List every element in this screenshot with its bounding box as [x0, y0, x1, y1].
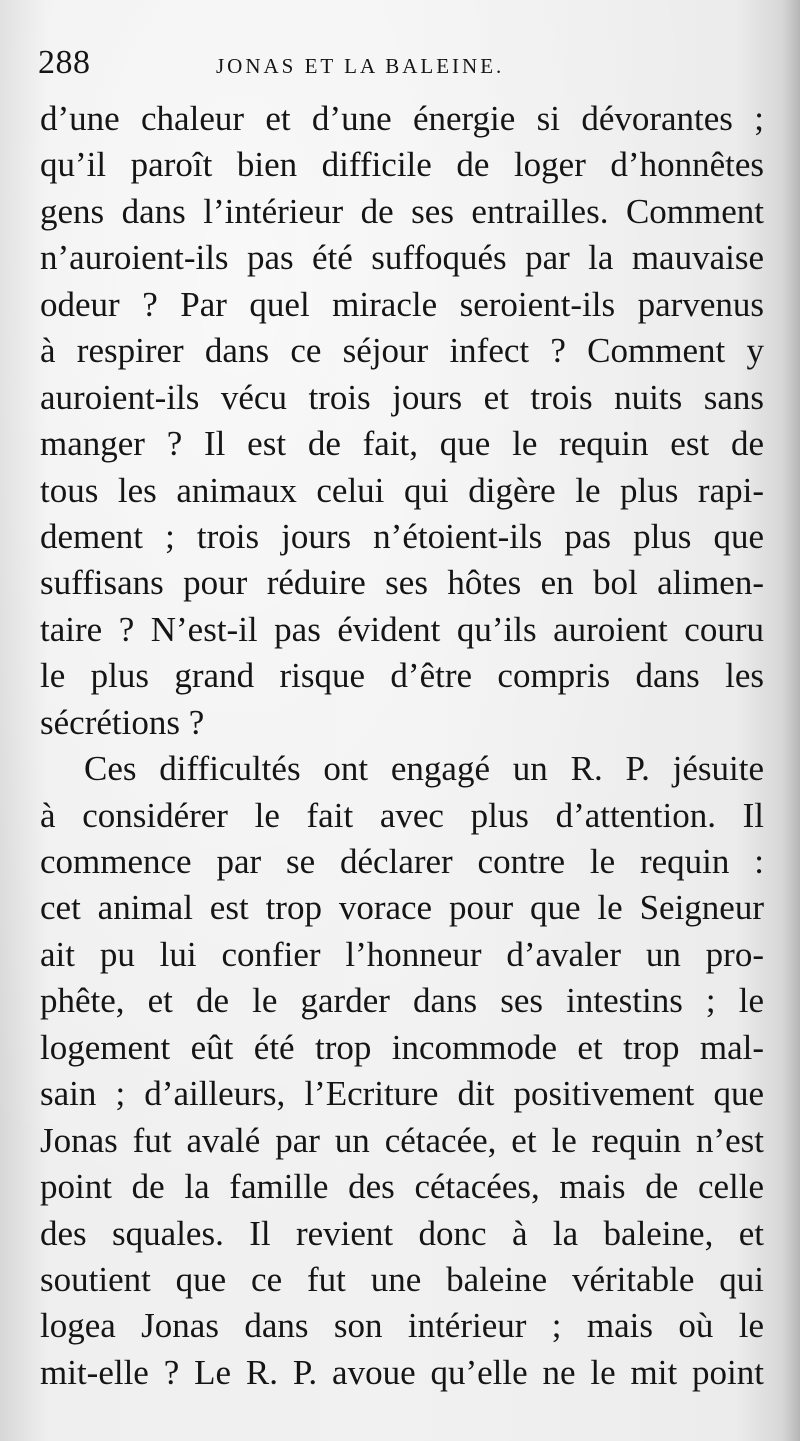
text-line: à considérer le fait avec plus d’attention. Il [40, 795, 764, 835]
text-line: qu’il paroît bien difficile de loger d’honnêtes [40, 145, 764, 185]
text-line: point de la famille des cétacées, mais de celle [40, 1167, 764, 1207]
text-line: à respirer dans ce séjour infect ? Comment y [40, 331, 764, 371]
text-line: ait pu lui confier l’honneur d’avaler un pro- [40, 934, 764, 974]
text-line: Ces difficultés ont engagé un R. P. jésuite [84, 749, 764, 789]
running-title: JONAS ET LA BALEINE. [216, 54, 505, 78]
text-line: d’une chaleur et d’une énergie si dévorantes ; [40, 99, 764, 138]
text-line: soutient que ce fut une baleine véritable qui [40, 1259, 764, 1299]
text-line: sécrétions ? [40, 702, 205, 742]
text-line: cet animal est trop vorace pour que le Seigneur [40, 888, 764, 928]
text-line: sain ; d’ailleurs, l’Ecriture dit positivement que [40, 1074, 764, 1114]
text-line: le plus grand risque d’être compris dans les [40, 656, 764, 696]
text-line: dement ; trois jours n’étoient-ils pas plus que [40, 516, 764, 556]
text-line: tous les animaux celui qui digère le plus rapi- [40, 470, 764, 510]
text-line: taire ? N’est-il pas évident qu’ils auroient couru [40, 609, 764, 649]
page-number: 288 [38, 44, 91, 81]
paragraph-2 [40, 746, 764, 1396]
text-line: logement eût été trop incommode et trop mal- [40, 1027, 764, 1067]
text-line: gens dans l’intérieur de ses entrailles. Comment [40, 191, 764, 231]
text-line: mit-elle ? Le R. P. avoue qu’elle ne le mit point [40, 1352, 764, 1392]
text-line: logea Jonas dans son intérieur ; mais où le [40, 1306, 764, 1346]
text-line: suffisans pour réduire ses hôtes en bol alimen- [40, 563, 764, 603]
running-head [38, 44, 758, 88]
text-line: phête, et de le garder dans ses intestins ; le [40, 981, 764, 1021]
text-line: Jonas fut avalé par un cétacée, et le requin n’est [40, 1120, 764, 1160]
text-line: commence par se déclarer contre le requin : [40, 842, 764, 881]
text-line: auroient-ils vécu trois jours et trois nuits sans [40, 377, 764, 417]
text-line: manger ? Il est de fait, que le requin est de [40, 424, 764, 464]
body-text [40, 96, 764, 1396]
page-edge-shadow [782, 0, 800, 1441]
text-line: n’auroient-ils pas été suffoqués par la mauvaise [40, 238, 764, 278]
text-line: des squales. Il revient donc à la baleine, et [40, 1213, 764, 1253]
text-line: odeur ? Par quel miracle seroient-ils parvenus [40, 284, 764, 324]
paragraph-1 [40, 96, 764, 746]
